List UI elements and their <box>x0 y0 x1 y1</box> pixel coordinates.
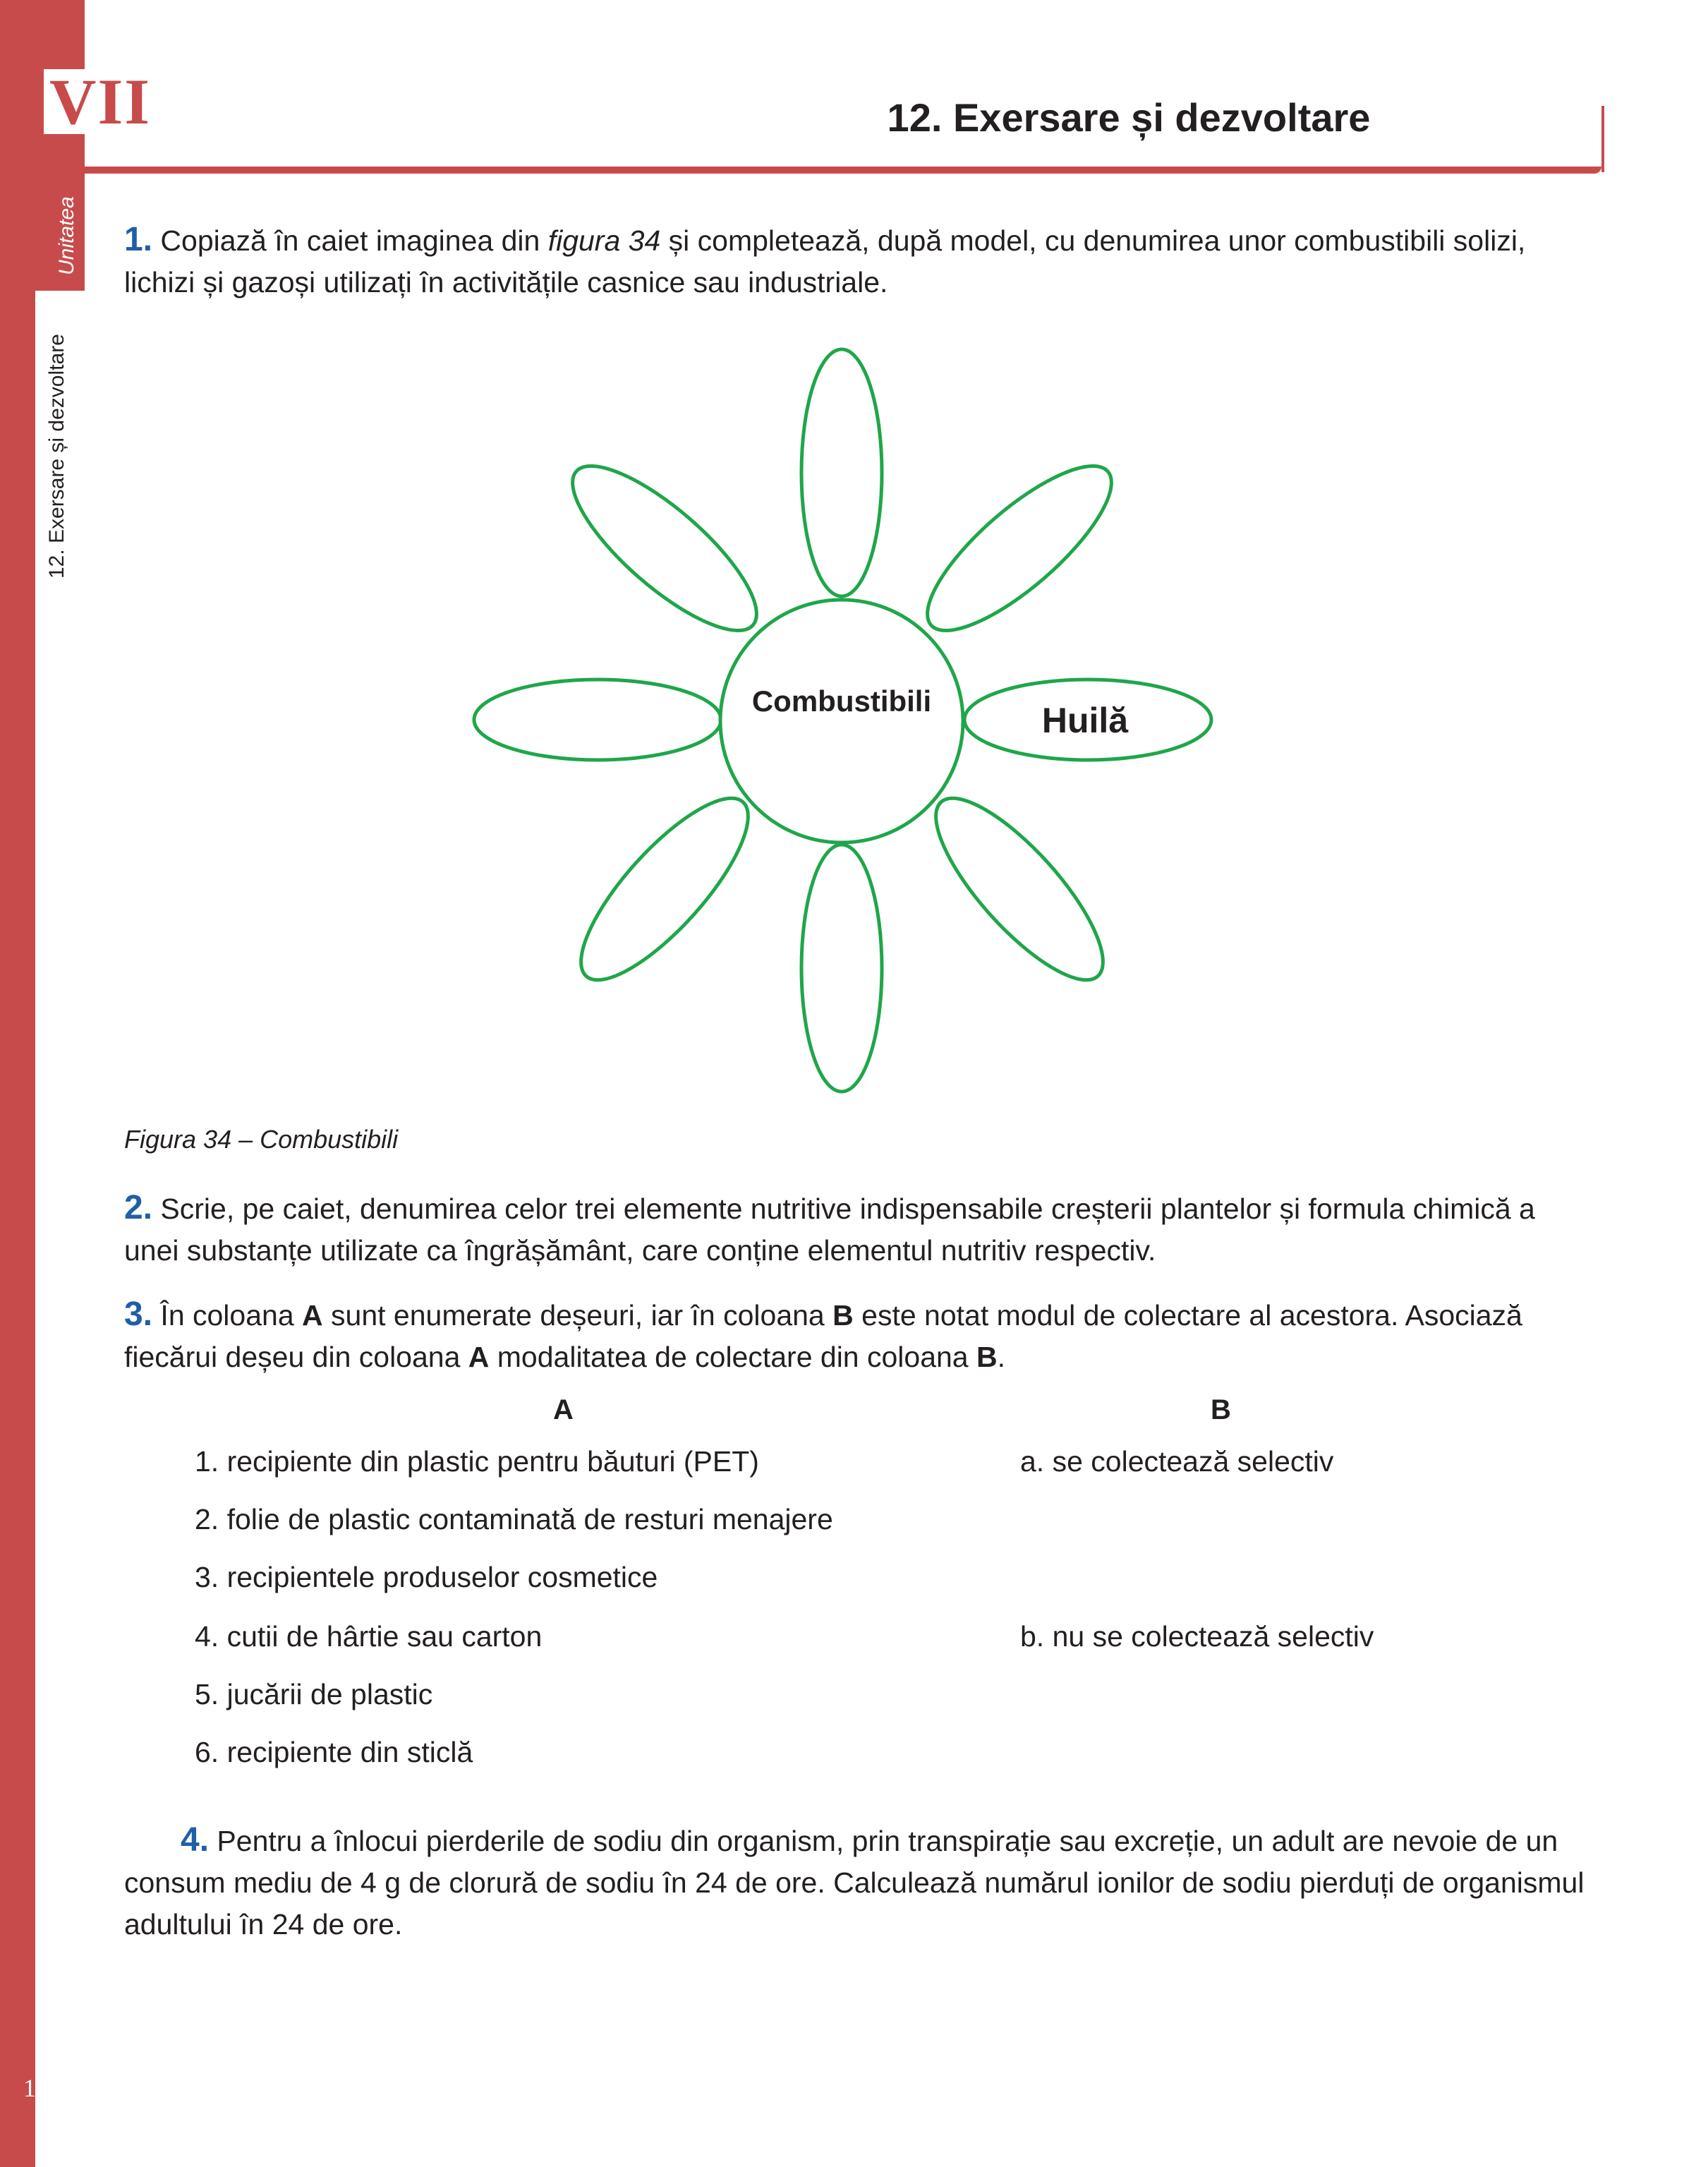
figure-reference: figura 34 <box>547 224 661 257</box>
petal-bottom <box>801 845 882 1092</box>
petal-top-left <box>551 442 779 655</box>
exercise-3 <box>124 1293 1585 1378</box>
petal-bottom-right <box>912 776 1127 1002</box>
petal-top-right <box>906 442 1134 655</box>
center-label: Combustibili <box>751 684 932 718</box>
column-a-header: A <box>553 1394 574 1425</box>
sidebar <box>0 0 85 2167</box>
petal-label-example: Huilă <box>1041 701 1129 740</box>
exercise-text: modalitatea de colectare din coloana <box>489 1341 977 1373</box>
exercise-number: 3. <box>124 1296 153 1333</box>
list-item: 1. recipiente din plastic pentru băuturi (PET) <box>195 1445 759 1478</box>
flower-diagram <box>466 339 1242 1101</box>
sidebar-strip <box>0 291 35 2167</box>
exercise-text: Scrie, pe caiet, denumirea celor trei elemente nutritive indispensabile creșterii plantelor și formula chimică a unei substanțe utilizate ca îngrășământ, care conține elementul nutritiv respectiv. <box>124 1193 1535 1267</box>
exercise-4 <box>124 1819 1585 1945</box>
column-ref: B <box>832 1299 854 1332</box>
column-ref: B <box>976 1341 998 1373</box>
column-ref: A <box>468 1341 490 1373</box>
unit-number: VII <box>44 69 157 134</box>
exercise-number: 2. <box>124 1189 153 1226</box>
unit-label: Unitatea <box>55 196 78 275</box>
figure-caption: Figura 34 – Combustibili <box>124 1125 399 1154</box>
exercise-number: 1. <box>124 221 153 258</box>
petal-left <box>474 680 721 760</box>
list-item: b. nu se colectează selectiv <box>1020 1620 1374 1653</box>
list-item: 5. jucării de plastic <box>195 1678 433 1710</box>
exercise-number: 4. <box>181 1821 210 1859</box>
exercise-text: este notat modul de colectare al acestora. Asociază fiecărui deșeu din coloana <box>124 1299 1522 1373</box>
petal-top <box>801 349 882 596</box>
exercise-2 <box>124 1187 1585 1272</box>
column-ref: A <box>302 1299 323 1332</box>
list-item: 2. folie de plastic contaminată de resturi menajere <box>195 1503 833 1535</box>
exercise-1 <box>124 219 1585 303</box>
exercise-text: Copiază în caiet imaginea din <box>152 224 548 257</box>
exercise-text: sunt enumerate deșeuri, iar în coloana <box>322 1299 833 1332</box>
exercise-text: În coloana <box>152 1299 303 1332</box>
exercise-text: Pentru a înlocui pierderile de sodiu din organism, prin transpirație sau excreție, un adult are nevoie de un consum mediu de 4 g de clorură de sodiu în 24 de ore. Calculează numărul ionilor de sodiu pierduți de organismul adultului în 24 de ore. <box>124 1825 1585 1940</box>
list-item: 4. cutii de hârtie sau carton <box>195 1620 543 1653</box>
exercise-text: și completează, după model, cu denumirea unor combustibili solizi, lichizi și gazoși utilizați în activitățile casnice sau industriale. <box>124 224 1526 298</box>
list-item: 6. recipiente din sticlă <box>195 1736 473 1768</box>
list-item: 3. recipientele produselor cosmetice <box>195 1561 658 1593</box>
header-rule <box>85 167 1601 174</box>
column-b-header: B <box>1211 1394 1231 1425</box>
page-number: 126 <box>23 2074 61 2102</box>
petal-bottom-left <box>557 776 772 1002</box>
page-title: 12. Exersare și dezvoltare <box>887 95 1371 140</box>
list-item: a. se colectează selectiv <box>1020 1445 1334 1478</box>
exercise-text: . <box>997 1341 1006 1373</box>
running-head: 12. Exersare și dezvoltare <box>45 334 68 579</box>
flower-center <box>720 600 963 843</box>
